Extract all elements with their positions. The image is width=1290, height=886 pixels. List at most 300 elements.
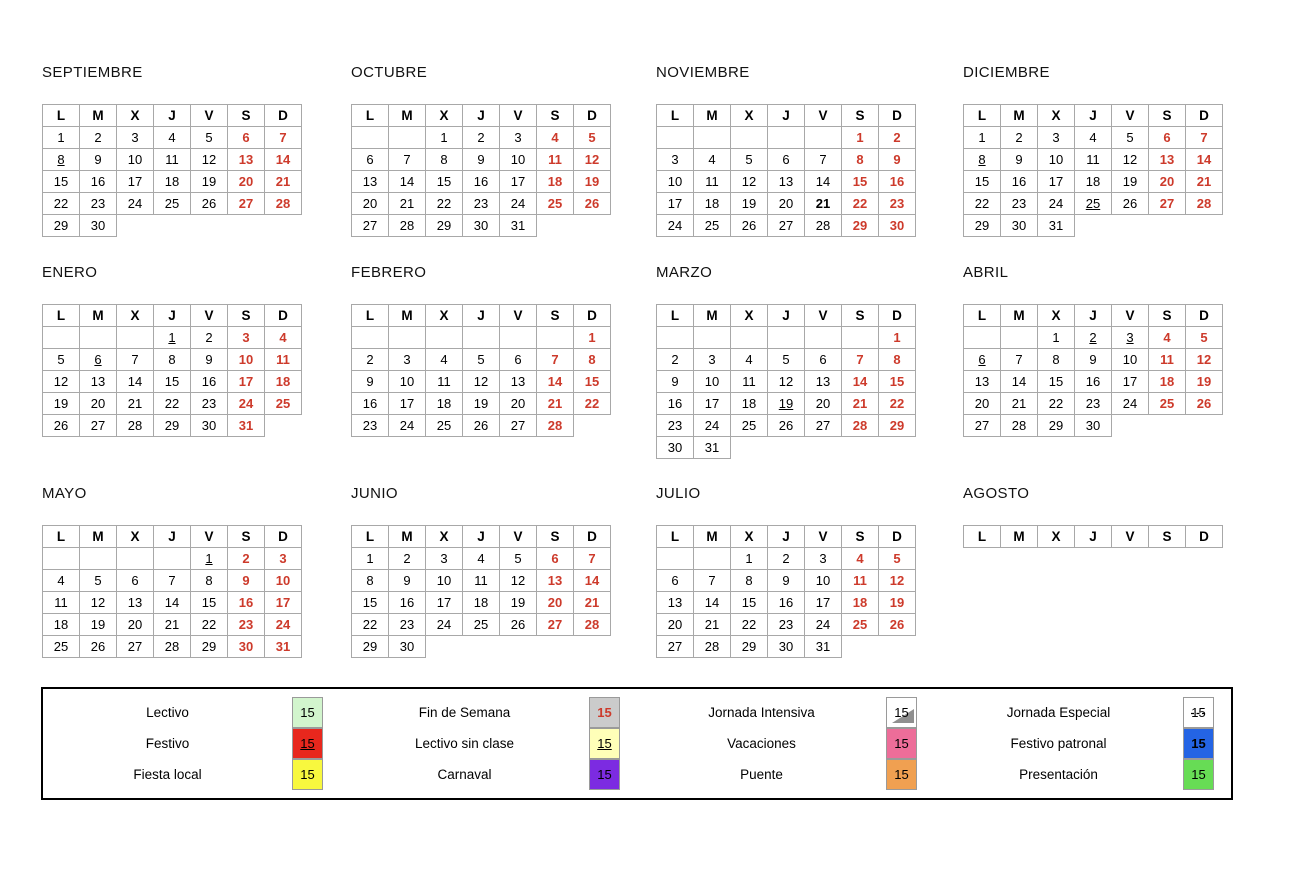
day-cell: 17 — [500, 171, 537, 193]
empty-cell — [731, 127, 768, 149]
day-cell: 27 — [537, 614, 574, 636]
weekday-header: V — [805, 105, 842, 127]
day-cell: 2 — [463, 127, 500, 149]
day-cell: 2 — [768, 548, 805, 570]
legend-item-vacaciones — [637, 728, 934, 759]
day-cell: 23 — [463, 193, 500, 215]
day-cell: 10 — [228, 349, 265, 371]
empty-cell — [694, 327, 731, 349]
day-cell: 20 — [228, 171, 265, 193]
legend-label: Jornada Especial — [1006, 705, 1111, 720]
day-cell: 26 — [191, 193, 228, 215]
day-cell: 10 — [657, 171, 694, 193]
legend-swatch-puente — [886, 759, 917, 790]
weekday-header: S — [1149, 105, 1186, 127]
day-cell: 25 — [154, 193, 191, 215]
day-cell: 7 — [1186, 127, 1223, 149]
day-cell: 5 — [80, 570, 117, 592]
weekday-header: S — [537, 526, 574, 548]
day-cell: 1 — [879, 327, 916, 349]
weekday-header: J — [463, 105, 500, 127]
day-cell: 31 — [1038, 215, 1075, 237]
day-cell: 1 — [574, 327, 611, 349]
weekday-header: J — [154, 105, 191, 127]
day-cell: 19 — [731, 193, 768, 215]
day-cell: 15 — [43, 171, 80, 193]
weekday-header: V — [1112, 526, 1149, 548]
empty-cell — [842, 327, 879, 349]
day-cell: 6 — [352, 149, 389, 171]
day-cell: 23 — [1001, 193, 1038, 215]
day-cell: 23 — [352, 415, 389, 437]
weekday-header: L — [43, 305, 80, 327]
day-cell: 18 — [694, 193, 731, 215]
day-cell: 12 — [80, 592, 117, 614]
day-cell: 18 — [842, 592, 879, 614]
day-cell: 15 — [426, 171, 463, 193]
day-cell: 12 — [879, 570, 916, 592]
weekday-header: M — [80, 305, 117, 327]
day-cell: 26 — [463, 415, 500, 437]
legend-swatch-carnaval — [589, 759, 620, 790]
day-cell: 12 — [463, 371, 500, 393]
month-title: DICIEMBRE — [963, 64, 1050, 81]
day-cell: 4 — [1075, 127, 1112, 149]
weekday-header: S — [228, 105, 265, 127]
day-cell: 22 — [154, 393, 191, 415]
day-cell: 6 — [228, 127, 265, 149]
day-cell: 6 — [657, 570, 694, 592]
day-cell: 13 — [657, 592, 694, 614]
day-cell: 5 — [1186, 327, 1223, 349]
day-cell: 11 — [1075, 149, 1112, 171]
day-cell: 25 — [842, 614, 879, 636]
day-cell: 14 — [1001, 371, 1038, 393]
day-cell: 30 — [1075, 415, 1112, 437]
day-cell: 26 — [1186, 393, 1223, 415]
day-cell: 29 — [964, 215, 1001, 237]
day-cell: 7 — [389, 149, 426, 171]
day-cell: 3 — [117, 127, 154, 149]
weekday-header: L — [964, 526, 1001, 548]
day-cell: 13 — [80, 371, 117, 393]
day-cell: 15 — [964, 171, 1001, 193]
day-cell: 6 — [117, 570, 154, 592]
day-cell: 25 — [265, 393, 302, 415]
day-cell: 17 — [426, 592, 463, 614]
weekday-header: S — [537, 105, 574, 127]
empty-cell — [768, 327, 805, 349]
day-cell: 7 — [842, 349, 879, 371]
day-cell: 2 — [657, 349, 694, 371]
day-cell: 2 — [80, 127, 117, 149]
month-title: ENERO — [42, 264, 98, 281]
day-cell: 21 — [389, 193, 426, 215]
day-cell: 30 — [80, 215, 117, 237]
day-cell: 12 — [1186, 349, 1223, 371]
day-cell: 15 — [191, 592, 228, 614]
empty-cell — [80, 327, 117, 349]
day-cell: 26 — [768, 415, 805, 437]
calendar-table — [351, 304, 611, 437]
weekday-header: L — [657, 305, 694, 327]
day-cell: 19 — [879, 592, 916, 614]
day-cell: 8 — [879, 349, 916, 371]
calendar-table — [963, 304, 1223, 437]
day-cell: 5 — [43, 349, 80, 371]
calendar-table — [42, 525, 302, 658]
calendar-table — [351, 104, 611, 237]
day-cell: 9 — [657, 371, 694, 393]
day-cell: 15 — [842, 171, 879, 193]
calendar-table — [656, 525, 916, 658]
day-cell: 20 — [352, 193, 389, 215]
day-cell: 4 — [43, 570, 80, 592]
day-cell: 24 — [1112, 393, 1149, 415]
day-cell: 1 — [731, 548, 768, 570]
empty-cell — [389, 327, 426, 349]
day-cell: 30 — [879, 215, 916, 237]
legend-item-jornada-especial — [934, 697, 1231, 728]
day-cell: 22 — [842, 193, 879, 215]
day-cell: 6 — [768, 149, 805, 171]
day-cell: 19 — [574, 171, 611, 193]
legend-swatch-value: 15 — [300, 767, 315, 782]
day-cell: 1 — [154, 327, 191, 349]
day-cell: 30 — [768, 636, 805, 658]
day-cell: 15 — [352, 592, 389, 614]
day-cell: 16 — [768, 592, 805, 614]
legend-item-festivo — [43, 728, 340, 759]
day-cell: 29 — [842, 215, 879, 237]
day-cell: 20 — [500, 393, 537, 415]
day-cell: 29 — [426, 215, 463, 237]
day-cell: 1 — [964, 127, 1001, 149]
weekday-header: X — [426, 526, 463, 548]
day-cell: 27 — [80, 415, 117, 437]
day-cell: 19 — [500, 592, 537, 614]
empty-cell — [154, 548, 191, 570]
day-cell: 4 — [842, 548, 879, 570]
day-cell: 20 — [657, 614, 694, 636]
day-cell: 1 — [1038, 327, 1075, 349]
day-cell: 19 — [43, 393, 80, 415]
month-title: ABRIL — [963, 264, 1009, 281]
weekday-header: X — [426, 305, 463, 327]
day-cell: 4 — [426, 349, 463, 371]
legend-item-fin-de-semana — [340, 697, 637, 728]
day-cell: 17 — [265, 592, 302, 614]
month-title: JUNIO — [351, 485, 398, 502]
day-cell: 26 — [43, 415, 80, 437]
day-cell: 19 — [80, 614, 117, 636]
weekday-header: M — [694, 526, 731, 548]
day-cell: 18 — [265, 371, 302, 393]
day-cell: 4 — [731, 349, 768, 371]
day-cell: 9 — [463, 149, 500, 171]
day-cell: 8 — [731, 570, 768, 592]
day-cell: 5 — [191, 127, 228, 149]
legend-column — [934, 689, 1231, 798]
day-cell: 10 — [694, 371, 731, 393]
legend-swatch-value: 15 — [894, 705, 909, 720]
day-cell: 17 — [117, 171, 154, 193]
day-cell: 20 — [117, 614, 154, 636]
weekday-header: J — [154, 305, 191, 327]
day-cell: 7 — [805, 149, 842, 171]
day-cell: 1 — [43, 127, 80, 149]
day-cell: 24 — [694, 415, 731, 437]
legend-label: Carnaval — [437, 767, 492, 782]
empty-cell — [694, 127, 731, 149]
month-title: AGOSTO — [963, 485, 1030, 502]
day-cell: 15 — [879, 371, 916, 393]
legend — [41, 687, 1233, 800]
weekday-header: D — [1186, 105, 1223, 127]
empty-cell — [1001, 327, 1038, 349]
day-cell: 10 — [1038, 149, 1075, 171]
empty-cell — [805, 127, 842, 149]
day-cell: 15 — [1038, 371, 1075, 393]
month-title: SEPTIEMBRE — [42, 64, 143, 81]
weekday-header: X — [117, 105, 154, 127]
weekday-header: L — [352, 105, 389, 127]
day-cell: 16 — [389, 592, 426, 614]
day-cell: 4 — [265, 327, 302, 349]
legend-swatch-value: 15 — [597, 767, 612, 782]
empty-cell — [500, 327, 537, 349]
day-cell: 5 — [574, 127, 611, 149]
day-cell: 9 — [389, 570, 426, 592]
day-cell: 21 — [805, 193, 842, 215]
day-cell: 13 — [352, 171, 389, 193]
day-cell: 7 — [1001, 349, 1038, 371]
weekday-header: M — [389, 105, 426, 127]
weekday-header: L — [964, 105, 1001, 127]
day-cell: 27 — [117, 636, 154, 658]
day-cell: 14 — [574, 570, 611, 592]
day-cell: 22 — [879, 393, 916, 415]
day-cell: 13 — [1149, 149, 1186, 171]
weekday-header: M — [389, 305, 426, 327]
day-cell: 11 — [463, 570, 500, 592]
weekday-header: D — [879, 105, 916, 127]
day-cell: 12 — [768, 371, 805, 393]
day-cell: 3 — [694, 349, 731, 371]
month-enero — [42, 265, 301, 437]
day-cell: 17 — [228, 371, 265, 393]
day-cell: 7 — [574, 548, 611, 570]
day-cell: 3 — [426, 548, 463, 570]
day-cell: 2 — [228, 548, 265, 570]
day-cell: 18 — [1075, 171, 1112, 193]
day-cell: 24 — [265, 614, 302, 636]
day-cell: 6 — [500, 349, 537, 371]
day-cell: 25 — [537, 193, 574, 215]
month-title: MAYO — [42, 485, 87, 502]
day-cell: 13 — [117, 592, 154, 614]
day-cell: 22 — [43, 193, 80, 215]
day-cell: 13 — [500, 371, 537, 393]
day-cell: 1 — [352, 548, 389, 570]
day-cell: 14 — [537, 371, 574, 393]
day-cell: 31 — [265, 636, 302, 658]
day-cell: 4 — [694, 149, 731, 171]
day-cell: 9 — [80, 149, 117, 171]
day-cell: 22 — [426, 193, 463, 215]
legend-swatch-value: 15 — [894, 767, 909, 782]
weekday-header: L — [352, 305, 389, 327]
day-cell: 20 — [805, 393, 842, 415]
day-cell: 19 — [463, 393, 500, 415]
calendar-table — [656, 104, 916, 237]
weekday-header: S — [842, 305, 879, 327]
calendar-table — [42, 104, 302, 237]
day-cell: 27 — [657, 636, 694, 658]
weekday-header: D — [1186, 305, 1223, 327]
day-cell: 25 — [426, 415, 463, 437]
calendar-table — [351, 525, 611, 658]
day-cell: 26 — [1112, 193, 1149, 215]
weekday-header: J — [463, 526, 500, 548]
day-cell: 8 — [352, 570, 389, 592]
legend-swatch-presentacion — [1183, 759, 1214, 790]
day-cell: 21 — [574, 592, 611, 614]
month-mayo — [42, 486, 301, 658]
day-cell: 12 — [500, 570, 537, 592]
legend-swatch-jornada-intensiva — [886, 697, 917, 728]
day-cell: 13 — [768, 171, 805, 193]
day-cell: 20 — [964, 393, 1001, 415]
weekday-header: X — [117, 305, 154, 327]
day-cell: 27 — [1149, 193, 1186, 215]
day-cell: 8 — [426, 149, 463, 171]
weekday-header: V — [1112, 305, 1149, 327]
day-cell: 1 — [426, 127, 463, 149]
month-marzo — [656, 265, 915, 459]
day-cell: 26 — [879, 614, 916, 636]
day-cell: 3 — [500, 127, 537, 149]
day-cell: 8 — [964, 149, 1001, 171]
month-julio — [656, 486, 915, 658]
day-cell: 15 — [154, 371, 191, 393]
day-cell: 14 — [154, 592, 191, 614]
weekday-header: J — [1075, 105, 1112, 127]
weekday-header: X — [731, 105, 768, 127]
day-cell: 29 — [731, 636, 768, 658]
day-cell: 24 — [1038, 193, 1075, 215]
day-cell: 2 — [191, 327, 228, 349]
day-cell: 19 — [1112, 171, 1149, 193]
empty-cell — [43, 327, 80, 349]
day-cell: 21 — [154, 614, 191, 636]
day-cell: 18 — [426, 393, 463, 415]
month-abril — [963, 265, 1222, 437]
legend-column — [637, 689, 934, 798]
empty-cell — [657, 327, 694, 349]
day-cell: 14 — [805, 171, 842, 193]
day-cell: 20 — [768, 193, 805, 215]
legend-swatch-lectivo — [292, 697, 323, 728]
day-cell: 1 — [191, 548, 228, 570]
day-cell: 7 — [265, 127, 302, 149]
weekday-header: V — [805, 305, 842, 327]
day-cell: 11 — [43, 592, 80, 614]
month-agosto — [963, 486, 1222, 548]
day-cell: 30 — [228, 636, 265, 658]
day-cell: 10 — [117, 149, 154, 171]
legend-item-carnaval — [340, 759, 637, 790]
day-cell: 18 — [731, 393, 768, 415]
weekday-header: X — [1038, 305, 1075, 327]
day-cell: 5 — [1112, 127, 1149, 149]
day-cell: 29 — [352, 636, 389, 658]
day-cell: 12 — [574, 149, 611, 171]
weekday-header: L — [352, 526, 389, 548]
legend-swatch-fin-de-semana — [589, 697, 620, 728]
legend-label: Festivo patronal — [1010, 736, 1107, 751]
day-cell: 28 — [842, 415, 879, 437]
legend-swatch-festivo-patronal — [1183, 728, 1214, 759]
legend-swatch-value: 15 — [1191, 767, 1206, 782]
day-cell: 8 — [1038, 349, 1075, 371]
legend-swatch-value: 15 — [597, 705, 612, 720]
day-cell: 9 — [1075, 349, 1112, 371]
day-cell: 26 — [500, 614, 537, 636]
legend-column — [43, 689, 340, 798]
day-cell: 17 — [657, 193, 694, 215]
day-cell: 2 — [879, 127, 916, 149]
weekday-header: X — [1038, 105, 1075, 127]
day-cell: 23 — [1075, 393, 1112, 415]
day-cell: 28 — [537, 415, 574, 437]
day-cell: 27 — [352, 215, 389, 237]
month-noviembre — [656, 65, 915, 237]
day-cell: 17 — [1038, 171, 1075, 193]
month-diciembre — [963, 65, 1222, 237]
day-cell: 12 — [731, 171, 768, 193]
legend-item-presentacion — [934, 759, 1231, 790]
legend-item-fiesta-local — [43, 759, 340, 790]
day-cell: 6 — [1149, 127, 1186, 149]
day-cell: 19 — [768, 393, 805, 415]
day-cell: 24 — [117, 193, 154, 215]
day-cell: 6 — [805, 349, 842, 371]
day-cell: 28 — [1001, 415, 1038, 437]
day-cell: 7 — [117, 349, 154, 371]
weekday-header: L — [657, 105, 694, 127]
weekday-header: J — [1075, 526, 1112, 548]
day-cell: 3 — [389, 349, 426, 371]
day-cell: 19 — [1186, 371, 1223, 393]
day-cell: 17 — [389, 393, 426, 415]
day-cell: 14 — [842, 371, 879, 393]
day-cell: 16 — [352, 393, 389, 415]
day-cell: 2 — [352, 349, 389, 371]
weekday-header: M — [389, 526, 426, 548]
weekday-header: V — [500, 526, 537, 548]
day-cell: 11 — [694, 171, 731, 193]
day-cell: 22 — [964, 193, 1001, 215]
day-cell: 18 — [463, 592, 500, 614]
day-cell: 14 — [117, 371, 154, 393]
day-cell: 23 — [80, 193, 117, 215]
day-cell: 29 — [43, 215, 80, 237]
weekday-header: X — [731, 526, 768, 548]
day-cell: 29 — [191, 636, 228, 658]
day-cell: 1 — [842, 127, 879, 149]
day-cell: 21 — [694, 614, 731, 636]
